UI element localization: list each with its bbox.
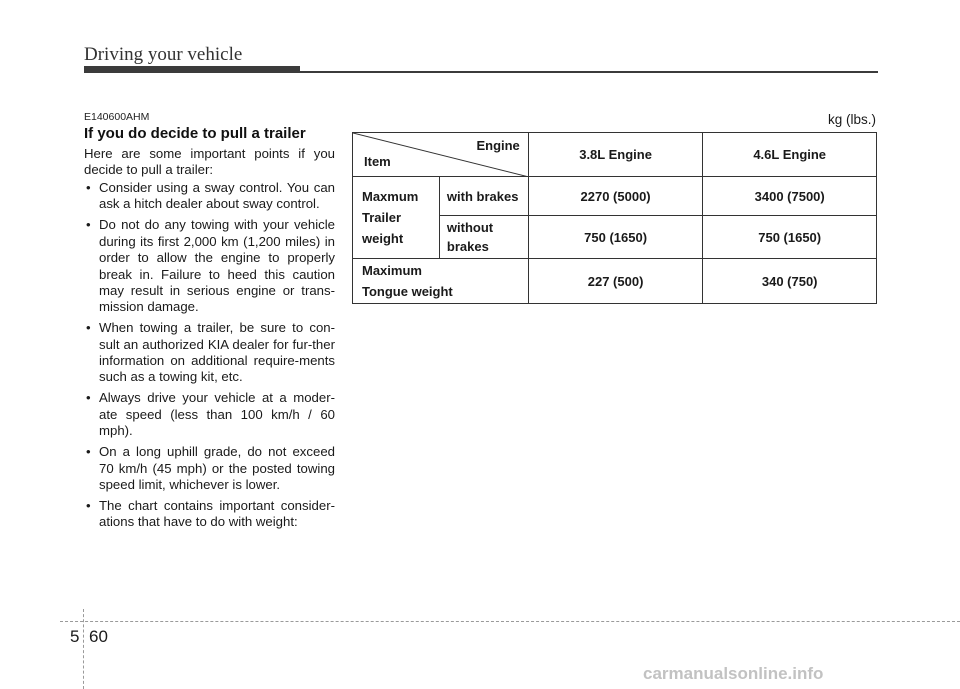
value-cell: 750 (1650) <box>703 216 877 259</box>
row-label-line: Maximum <box>362 263 422 278</box>
value-cell: 3400 (7500) <box>703 177 877 216</box>
list-item: • Do not do any towing with your vehicle during its first 2,000 km (1,200 miles) in order to allow the engine to properly break in. Failure to heed this caution may result in serious engine or trans-mission damage. <box>84 217 335 315</box>
row-label-line: weight <box>362 231 404 246</box>
row-label-trailer-weight <box>353 177 440 259</box>
row-label-line: Trailer <box>362 210 402 225</box>
section-heading: If you do decide to pull a trailer <box>84 125 306 142</box>
sublabel-line: without <box>446 220 494 235</box>
page-number: 60 <box>89 627 108 646</box>
list-item: • Consider using a sway control. You can ask a hitch dealer about sway control. <box>84 180 335 213</box>
sublabel-with-brakes: with brakes <box>439 177 528 216</box>
list-item: • Always drive your vehicle at a moder-ate speed (less than 100 km/h / 60 mph). <box>84 390 335 439</box>
list-item: • On a long uphill grade, do not exceed 70 km/h (45 mph) or the posted towing speed limit, whichever is lower. <box>84 444 335 493</box>
footer-divider <box>83 609 84 689</box>
sublabel-line: brakes <box>446 239 489 254</box>
section-code: E140600AHM <box>84 111 150 123</box>
header-rule <box>300 71 878 73</box>
header-item-label: Item <box>364 154 391 169</box>
value-cell: 227 (500) <box>528 259 703 304</box>
unit-note: kg (lbs.) <box>827 112 876 127</box>
row-label-tongue-weight <box>353 259 529 304</box>
towing-capacity-table <box>352 132 877 304</box>
page-header-title: Driving your vehicle <box>84 44 243 65</box>
intro-paragraph: Here are some important points if you decide to pull a trailer: <box>84 146 335 178</box>
table-row <box>353 259 877 304</box>
table-row <box>353 177 877 216</box>
chapter-number: 5 <box>70 627 80 646</box>
tips-list <box>84 180 335 535</box>
row-label-line: Tongue weight <box>362 284 453 299</box>
value-cell: 750 (1650) <box>528 216 703 259</box>
list-item: • When towing a trailer, be sure to con-sult an authorized KIA dealer for fur-ther information on additional require-ments such as a towing kit, etc. <box>84 320 335 386</box>
header-accent-bar <box>84 66 300 73</box>
column-header-3-8l: 3.8L Engine <box>528 133 703 177</box>
table-header-row <box>353 133 877 177</box>
value-cell: 2270 (5000) <box>528 177 703 216</box>
list-item: • The chart contains important consider-ations that have to do with weight: <box>84 498 335 531</box>
footer-rule <box>60 621 960 622</box>
sublabel-without-brakes <box>439 216 528 259</box>
row-label-line: Maxmum <box>362 189 419 204</box>
header-engine-label: Engine <box>476 138 520 153</box>
column-header-4-6l: 4.6L Engine <box>703 133 877 177</box>
value-cell: 340 (750) <box>703 259 877 304</box>
diagonal-header-cell <box>353 133 529 177</box>
watermark-text: carmanualsonline.info <box>643 664 824 683</box>
